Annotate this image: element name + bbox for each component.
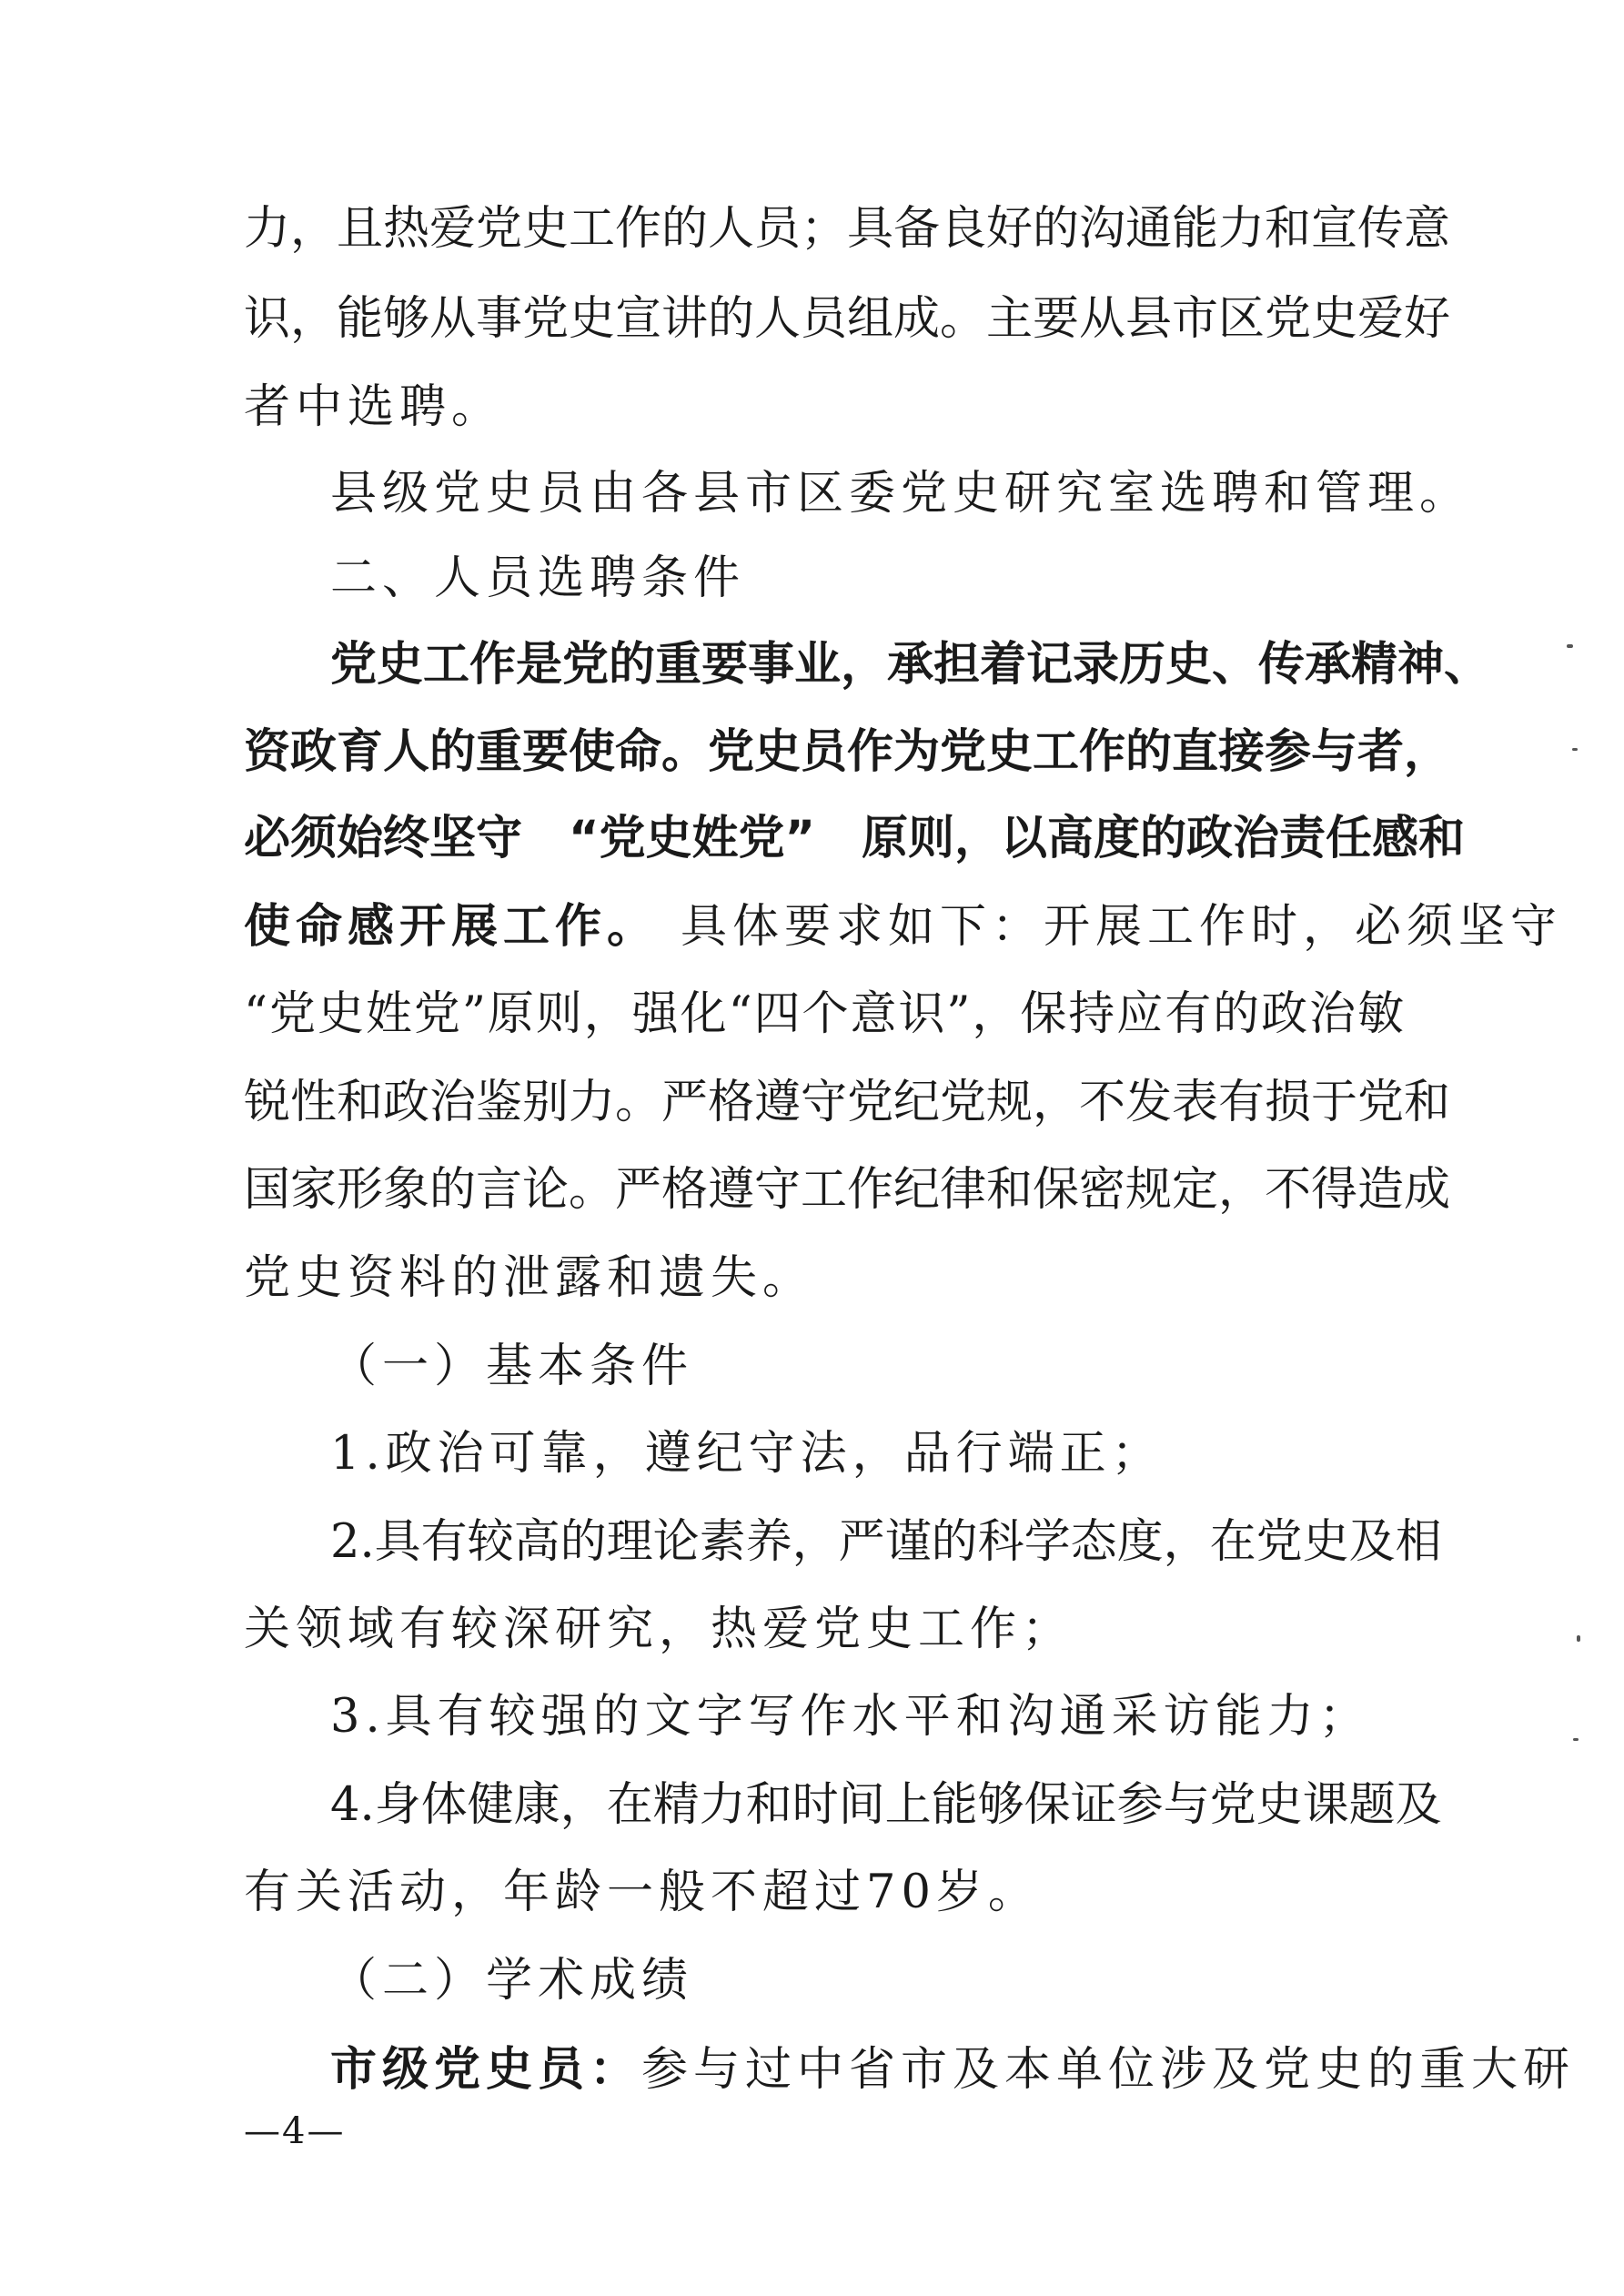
bold-paragraph-line: 必须始终坚守 “党史姓党” 原则，以高度的政治责任感和 bbox=[244, 812, 1466, 865]
bold-phrase: 使命感开展工作。 bbox=[244, 900, 660, 954]
paragraph-line: 力，且热爱党史工作的人员；具备良好的沟通能力和宣传意 bbox=[244, 202, 1451, 256]
list-item-continued: 有关活动，年龄一般不超过70岁。 bbox=[244, 1866, 1040, 1919]
scan-speck bbox=[1573, 1738, 1579, 1741]
page-number: —4— bbox=[244, 2110, 346, 2152]
paragraph-text: 参与过中省市及本单位涉及党史的重大研 bbox=[641, 2043, 1576, 2097]
paragraph-text: 具体要求如下：开展工作时，必须坚守 bbox=[681, 900, 1563, 954]
bold-term: 市级党史员： bbox=[330, 2043, 642, 2097]
paragraph-line: “党史姓党”原则，强化“四个意识”，保持应有的政治敏 bbox=[244, 987, 1404, 1041]
paragraph-line: 党史资料的泄露和遗失。 bbox=[244, 1251, 815, 1305]
list-item: 3.具有较强的文字写作水平和沟通采访能力； bbox=[330, 1690, 1371, 1744]
list-item: 1.政治可靠，遵纪守法，品行端正； bbox=[330, 1427, 1164, 1481]
subsection-heading: （一）基本条件 bbox=[330, 1340, 694, 1393]
paragraph-line: 者中选聘。 bbox=[244, 380, 504, 434]
bold-paragraph-line: 资政育人的重要使命。党史员作为党史工作的直接参与者， bbox=[244, 725, 1451, 779]
scan-speck bbox=[1577, 1635, 1580, 1642]
list-item: 4.身体健康，在精力和时间上能够保证参与党史课题及 bbox=[330, 1778, 1442, 1832]
list-item: 2.具有较高的理论素养，严谨的科学态度，在党史及相 bbox=[330, 1515, 1442, 1569]
mixed-paragraph-line bbox=[244, 900, 1562, 955]
paragraph-line: 锐性和政治鉴别力。严格遵守党纪党规，不发表有损于党和 bbox=[244, 1076, 1451, 1129]
scan-speck bbox=[1572, 748, 1578, 751]
paragraph-line: 识，能够从事党史宣讲的人员组成。主要从县市区党史爱好 bbox=[244, 292, 1451, 346]
paragraph-line: 国家形象的言论。严格遵守工作纪律和保密规定，不得造成 bbox=[244, 1163, 1451, 1217]
list-item-continued: 关领域有较深研究，热爱党史工作； bbox=[244, 1603, 1074, 1656]
mixed-paragraph-line bbox=[330, 2043, 1575, 2098]
bold-paragraph-line: 党史工作是党的重要事业，承担着记录历史、传承精神、 bbox=[330, 638, 1491, 692]
paragraph-line: 县级党史员由各县市区委党史研究室选聘和管理。 bbox=[330, 467, 1472, 521]
scan-speck bbox=[1567, 644, 1573, 648]
section-heading: 二、人员选聘条件 bbox=[330, 551, 746, 605]
subsection-heading: （二）学术成绩 bbox=[330, 1954, 694, 2008]
